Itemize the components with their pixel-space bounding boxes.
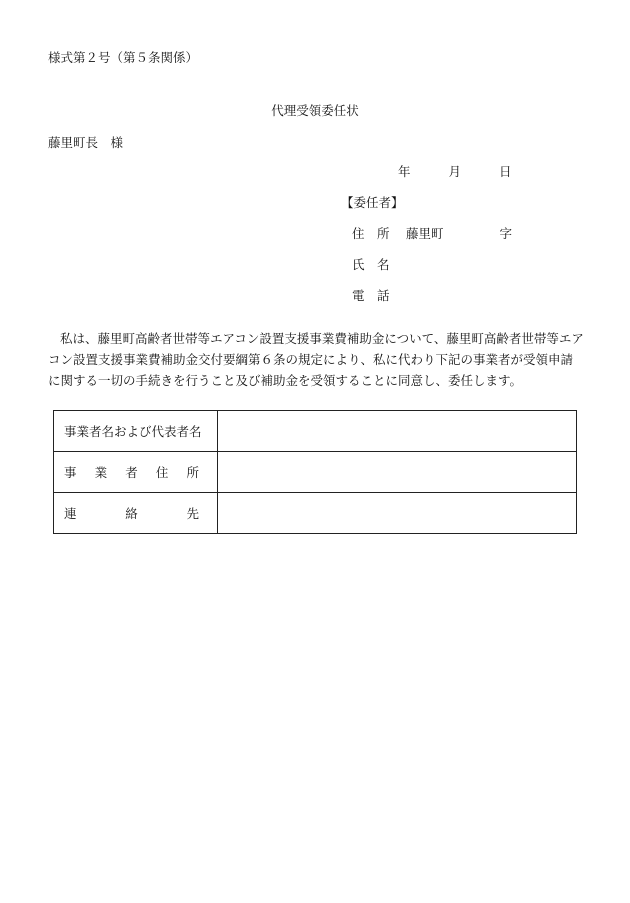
label-char: 先 bbox=[186, 506, 199, 521]
form-number: 様式第２号（第５条関係） bbox=[48, 50, 199, 65]
label-char: 事 bbox=[64, 465, 77, 480]
phone-label: 電 話 bbox=[352, 288, 390, 303]
delegator-heading: 【委任者】 bbox=[341, 195, 404, 210]
business-address-field[interactable] bbox=[218, 452, 577, 493]
label-char: 者 bbox=[125, 465, 138, 480]
delegator-address-row bbox=[352, 224, 512, 242]
delegator-name-row bbox=[352, 255, 402, 273]
name-label: 氏 名 bbox=[352, 257, 390, 272]
date-month-label: 月 bbox=[448, 164, 462, 179]
business-name-label: 事業者名および代表者名 bbox=[54, 411, 218, 452]
label-char: 業 bbox=[94, 465, 108, 480]
addressee: 藤里町長 様 bbox=[48, 135, 124, 150]
delegation-statement: 私は、藤里町高齢者世帯等エアコン設置支援事業費補助金について、藤里町高齢者世帯等エアコン設置支援事業費補助金交付要綱第６条の規定により、私に代わり下記の事業者が受領申請に関する一切の手続きを行うこと及び補助金を受領することに同意し、委任します。 bbox=[48, 331, 584, 388]
business-name-field[interactable] bbox=[218, 411, 577, 452]
label-char: 絡 bbox=[125, 506, 138, 521]
business-address-label bbox=[54, 452, 218, 493]
table-row bbox=[54, 411, 577, 452]
label-char: 所 bbox=[186, 465, 199, 480]
address-town: 藤里町 bbox=[405, 226, 444, 241]
contact-label bbox=[54, 493, 218, 534]
business-info-table bbox=[53, 410, 577, 534]
table-row bbox=[54, 452, 577, 493]
contact-field[interactable] bbox=[218, 493, 577, 534]
delegator-phone-row bbox=[352, 286, 402, 304]
label-char: 住 bbox=[155, 465, 169, 480]
table-row bbox=[54, 493, 577, 534]
date-day-label: 日 bbox=[499, 164, 512, 179]
label-char: 連 bbox=[64, 506, 77, 521]
date-line bbox=[398, 162, 512, 180]
date-year-label: 年 bbox=[398, 164, 411, 179]
address-label: 住 所 bbox=[352, 226, 390, 241]
document-title: 代理受領委任状 bbox=[271, 103, 359, 118]
address-aza: 字 bbox=[499, 226, 512, 241]
